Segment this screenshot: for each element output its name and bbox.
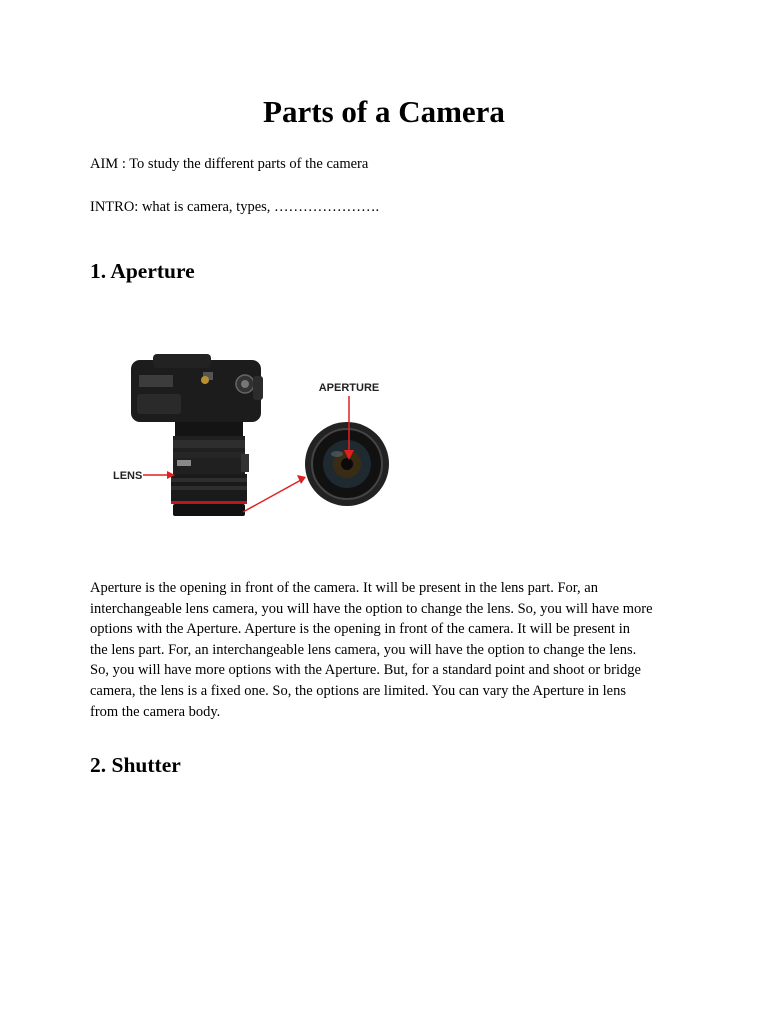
lens-label: LENS (113, 470, 143, 482)
aperture-paragraph: Aperture is the opening in front of the camera. It will be present in the lens part. For, an interchangeable lens camera, you will have the option to change the lens. So, you will have more options with the Aperture. Aperture is the opening in front of the camera. It will be present in the lens part. For, an interchangeable lens camera, you will have the option to change the lens. So, you will have more options with the Aperture. But, for a standard point and shoot or bridge camera, the lens is a fixed one. So, the options are limited. You can vary the Aperture in lens from the camera body. (90, 580, 653, 720)
intro-text: INTRO: what is camera, types, …………………. (90, 199, 380, 215)
camera-illustration (93, 318, 433, 538)
camera-aperture-figure (93, 318, 433, 538)
aperture-label: APERTURE (318, 382, 380, 394)
section-heading-shutter: 2. Shutter (90, 753, 181, 777)
front-lens-view (305, 422, 389, 506)
aim-text: AIM : To study the different parts of the camera (90, 156, 369, 172)
document-title: Parts of a Camera (263, 94, 505, 129)
camera-lens-barrel (171, 422, 249, 516)
camera-body (131, 354, 263, 422)
section-heading-aperture: 1. Aperture (90, 259, 195, 283)
